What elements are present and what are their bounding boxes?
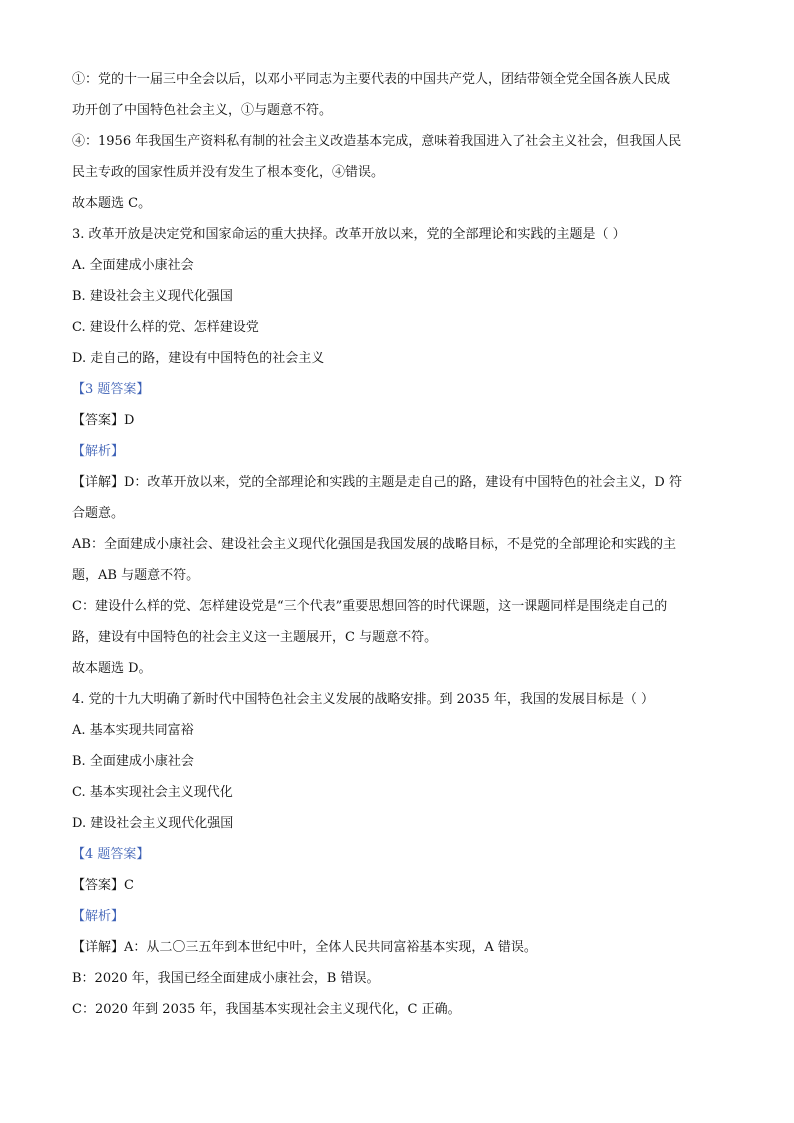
question-3-detail-line: 路，建设有中国特色的社会主义这一主题展开，C 与题意不符。 (72, 630, 438, 645)
question-3-option-c: C. 建设什么样的党、怎样建设党 (72, 320, 259, 335)
question-3-answer: 【答案】D (72, 413, 135, 428)
question-4-answer-heading: 【4 题答案】 (72, 847, 150, 862)
document-page (72, 64, 726, 1025)
question-3-option-d: D. 走自己的路，建设有中国特色的社会主义 (72, 351, 325, 366)
question-3-stem: 3. 改革开放是决定党和国家命运的重大抉择。改革开放以来，党的全部理论和实践的主题是（ ） (72, 227, 626, 242)
question-3-option-a: A. 全面建成小康社会 (72, 258, 194, 273)
question-4-stem: 4. 党的十九大明确了新时代中国特色社会主义发展的战略安排。到 2035 年，我国的发展目标是（ ） (72, 692, 655, 707)
question-3-option-b: B. 建设社会主义现代化强国 (72, 289, 233, 304)
question-4-option-d: D. 建设社会主义现代化强国 (72, 816, 234, 831)
question-3-detail-line: 题，AB 与题意不符。 (72, 568, 200, 583)
question-3-detail-line: 【详解】D：改革开放以来，党的全部理论和实践的主题是走自己的路，建设有中国特色的社会主义，D 符 (72, 475, 682, 490)
question-3-detail-line: C：建设什么样的党、怎样建设党是“三个代表”重要思想回答的时代课题，这一课题同样是围绕走自己的 (72, 599, 668, 614)
prev-explanation-line: 功开创了中国特色社会主义，①与题意不符。 (72, 103, 333, 118)
question-3-analysis-heading: 【解析】 (72, 444, 125, 459)
question-3-answer-heading: 【3 题答案】 (72, 382, 150, 397)
prev-explanation-line: 民主专政的国家性质并没有发生了根本变化，④错误。 (72, 165, 385, 180)
question-4-answer: 【答案】C (72, 878, 134, 893)
question-4-analysis-heading: 【解析】 (72, 909, 125, 924)
question-4-detail-line: B：2020 年，我国已经全面建成小康社会，B 错误。 (72, 971, 380, 986)
question-4-option-c: C. 基本实现社会主义现代化 (72, 785, 233, 800)
prev-conclusion: 故本题选 C。 (72, 196, 152, 211)
question-4-detail-line: C：2020 年到 2035 年，我国基本实现社会主义现代化，C 正确。 (72, 1002, 461, 1017)
question-3-detail-line: 合题意。 (72, 506, 125, 521)
prev-explanation-line: ①：党的十一届三中全会以后，以邓小平同志为主要代表的中国共产党人，团结带领全党全国各族人民成 (72, 72, 671, 87)
question-4-option-a: A. 基本实现共同富裕 (72, 723, 194, 738)
question-3-detail-line: AB：全面建成小康社会、建设社会主义现代化强国是我国发展的战略目标，不是党的全部理论和实践的主 (72, 537, 676, 552)
question-4-detail-line: 【详解】A：从二〇三五年到本世纪中叶，全体人民共同富裕基本实现，A 错误。 (72, 940, 537, 955)
question-4-option-b: B. 全面建成小康社会 (72, 754, 194, 769)
prev-explanation-line: ④：1956 年我国生产资料私有制的社会主义改造基本完成，意味着我国进入了社会主义社会，但我国人民 (72, 134, 682, 149)
question-3-conclusion: 故本题选 D。 (72, 661, 152, 676)
